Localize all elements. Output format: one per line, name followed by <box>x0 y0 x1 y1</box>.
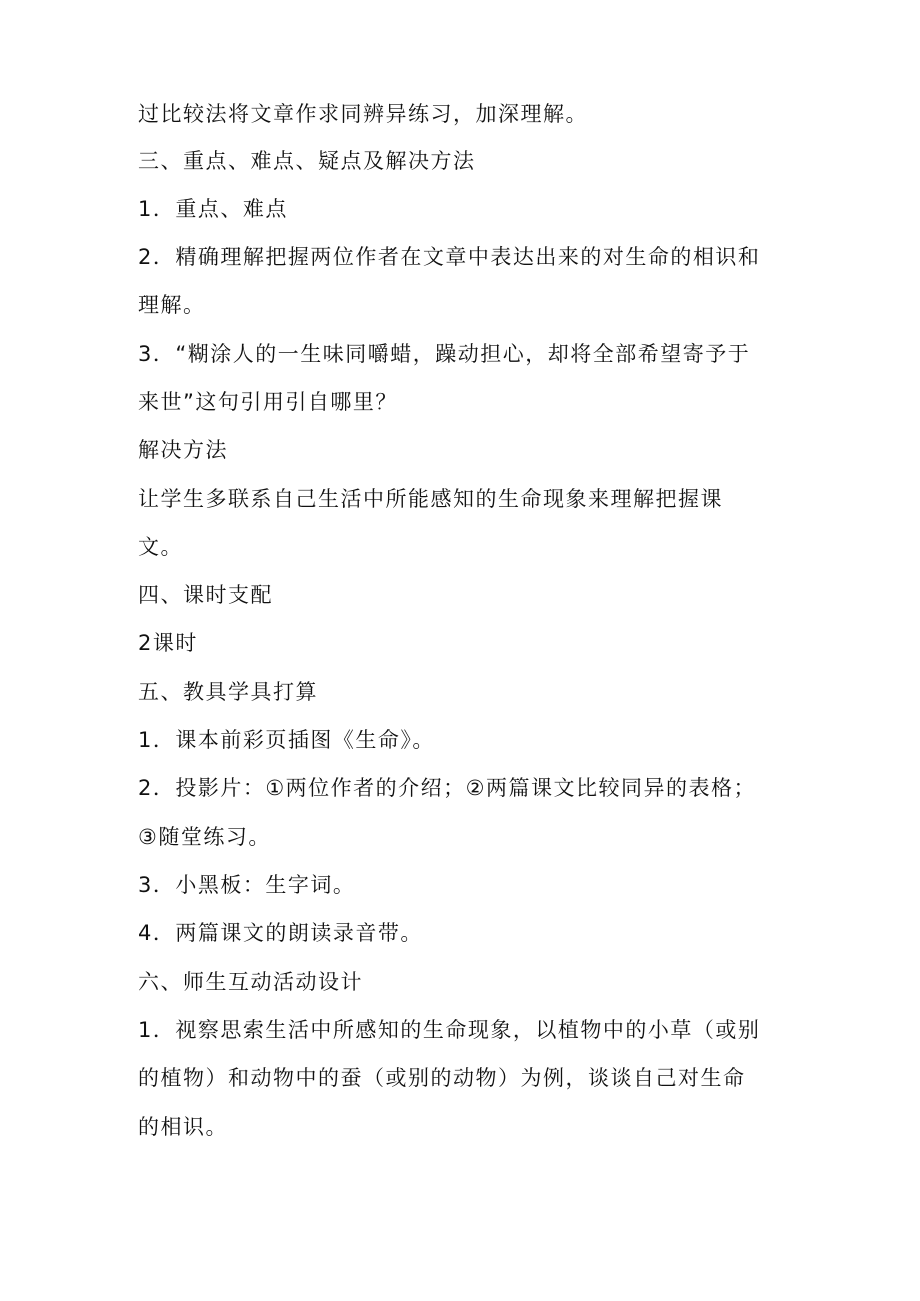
section-heading: 六、师生互动活动设计 <box>138 970 363 994</box>
section-heading: 四、课时支配 <box>138 583 273 607</box>
text-line: 来世”这句引用引自哪里？ <box>138 390 398 414</box>
text-line: 让学生多联系自己生活中所能感知的生命现象来理解把握课 <box>138 487 723 511</box>
text-line: 理解。 <box>138 293 206 317</box>
text-line: ③随堂练习。 <box>138 825 271 849</box>
list-item: 1．视察思索生活中所感知的生命现象，以植物中的小草（或别 <box>138 1018 761 1042</box>
text-line: 文。 <box>138 535 183 559</box>
subheading: 解决方法 <box>138 438 228 462</box>
list-item: 1．课本前彩页插图《生命》。 <box>138 728 435 752</box>
list-item: 4．两篇课文的朗读录音带。 <box>138 921 423 945</box>
text-line: 2课时 <box>138 631 198 655</box>
section-heading: 三、重点、难点、疑点及解决方法 <box>138 149 476 173</box>
list-item: 2．精确理解把握两位作者在文章中表达出来的对生命的相识和 <box>138 245 761 269</box>
text-line: 的相识。 <box>138 1115 228 1139</box>
text-line: 的植物）和动物中的蚕（或别的动物）为例，谈谈自己对生命 <box>138 1066 746 1090</box>
section-heading: 五、教具学具打算 <box>138 680 318 704</box>
list-item: 1．重点、难点 <box>138 197 288 221</box>
list-item: 2．投影片：①两位作者的介绍；②两篇课文比较同异的表格； <box>138 776 757 800</box>
list-item: 3．小黑板：生字词。 <box>138 873 356 897</box>
list-item: 3．“糊涂人的一生味同嚼蜡，躁动担心，却将全部希望寄予于 <box>138 342 751 366</box>
text-line: 过比较法将文章作求同辨异练习，加深理解。 <box>138 102 588 126</box>
